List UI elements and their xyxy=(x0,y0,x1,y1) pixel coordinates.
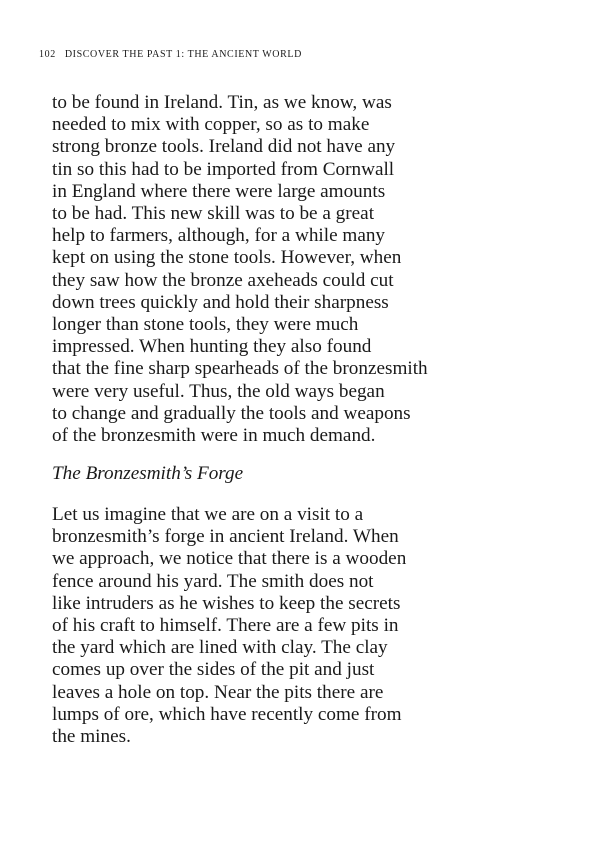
text-line: to change and gradually the tools and weapons xyxy=(52,402,411,424)
running-title: DISCOVER THE PAST 1: THE ANCIENT WORLD xyxy=(64,49,302,60)
text-line: of the bronzesmith were in much demand. xyxy=(52,425,376,447)
text-line: of his craft to himself. There are a few pits in xyxy=(52,615,399,637)
text-line: down trees quickly and hold their sharpness xyxy=(52,291,389,313)
text-line: bronzesmith’s forge in ancient Ireland. When xyxy=(52,526,399,548)
text-line: lumps of ore, which have recently come from xyxy=(52,703,402,725)
text-line: help to farmers, although, for a while many xyxy=(52,225,386,247)
text-line: Let us imagine that we are on a visit to a xyxy=(52,504,364,525)
text-line: needed to mix with copper, so as to make xyxy=(52,114,370,136)
text-line: leaves a hole on top. Near the pits there are xyxy=(52,681,384,703)
text-line: strong bronze tools. Ireland did not have any xyxy=(52,136,396,158)
text-line: the mines. xyxy=(52,726,131,748)
text-line: that the fine sharp spearheads of the bronzesmith xyxy=(52,358,428,380)
text-line: to be found in Ireland. Tin, as we know, was xyxy=(52,92,392,113)
text-line: tin so this had to be imported from Cornwall xyxy=(52,158,395,180)
text-line: fence around his yard. The smith does not xyxy=(52,570,374,592)
text-line: impressed. When hunting they also found xyxy=(52,336,372,358)
body-paragraph-2 xyxy=(52,504,406,748)
text-line: kept on using the stone tools. However, when xyxy=(52,247,402,269)
body-paragraph-1 xyxy=(52,92,428,447)
text-line: they saw how the bronze axeheads could cut xyxy=(52,269,394,291)
text-line: to be had. This new skill was to be a great xyxy=(52,203,375,225)
running-header xyxy=(39,49,302,60)
page-number: 102 xyxy=(39,49,56,60)
text-line: were very useful. Thus, the old ways began xyxy=(52,380,385,402)
text-line: comes up over the sides of the pit and just xyxy=(52,659,375,681)
text-line: like intruders as he wishes to keep the secrets xyxy=(52,592,401,614)
text-line: we approach, we notice that there is a wooden xyxy=(52,548,407,570)
text-line: the yard which are lined with clay. The clay xyxy=(52,637,388,659)
text-line: in England where there were large amounts xyxy=(52,180,386,202)
section-heading: The Bronzesmith’s Forge xyxy=(52,463,244,484)
text-line: longer than stone tools, they were much xyxy=(52,314,359,336)
